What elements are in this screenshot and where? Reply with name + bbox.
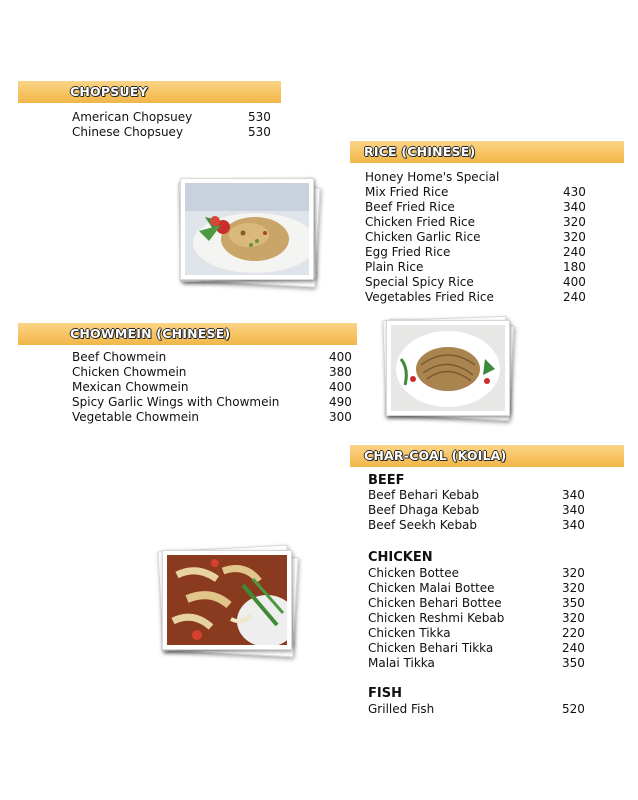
menu-item (72, 395, 362, 410)
menu-item (368, 641, 593, 656)
section-title: CHAR-COAL (KOILA) (364, 448, 507, 463)
menu-item-price: 320 (563, 215, 586, 229)
menu-item (72, 365, 362, 380)
menu-item-price: 350 (562, 656, 585, 670)
menu-item-price: 520 (562, 702, 585, 716)
menu-item-name: Vegetable Chowmein (72, 410, 200, 424)
menu-item (365, 245, 595, 260)
menu-item-price: 340 (562, 488, 585, 502)
menu-list-chopsuey (72, 110, 282, 140)
menu-list-rice (365, 170, 595, 305)
subheading-fish: FISH (368, 686, 402, 701)
subheading-chicken: CHICKEN (368, 550, 433, 565)
section-title: CHOPSUEY (70, 84, 148, 99)
menu-item-price: 320 (562, 581, 585, 595)
menu-item-price: 340 (562, 518, 585, 532)
menu-list-beef (368, 488, 593, 533)
menu-list-chicken (368, 566, 593, 671)
menu-item (368, 488, 593, 503)
menu-list-chowmein (72, 350, 362, 425)
menu-item (365, 230, 595, 245)
menu-item (368, 611, 593, 626)
menu-item-name: Beef Behari Kebab (368, 488, 479, 502)
menu-item-name: Mix Fried Rice (365, 185, 449, 199)
chicken-stir-fry-image (167, 555, 287, 645)
section-title: RICE (CHINESE) (364, 144, 476, 159)
menu-item-price: 530 (248, 110, 271, 124)
menu-item-price: 240 (563, 290, 586, 304)
menu-item-name: Chicken Reshmi Kebab (368, 611, 505, 625)
chicken-stir-fry-photo (158, 546, 298, 656)
menu-item-name: American Chopsuey (72, 110, 193, 124)
menu-item-price: 240 (562, 641, 585, 655)
menu-item-name: Chinese Chopsuey (72, 125, 184, 139)
section-band-chopsuey (18, 81, 281, 103)
menu-item-price: 400 (563, 275, 586, 289)
menu-item (368, 702, 593, 717)
menu-item (368, 566, 593, 581)
menu-item-price: 340 (562, 503, 585, 517)
menu-item-name: Chicken Garlic Rice (365, 230, 481, 244)
menu-item-price: 180 (563, 260, 586, 274)
menu-item-name: Grilled Fish (368, 702, 435, 716)
menu-item-name: Mexican Chowmein (72, 380, 189, 394)
menu-item (72, 110, 282, 125)
menu-item-name: Chicken Behari Tikka (368, 641, 494, 655)
menu-item (72, 125, 282, 140)
menu-item-name: Honey Home's Special (365, 170, 500, 184)
section-band-chowmein (18, 323, 357, 345)
menu-item-price: 320 (563, 230, 586, 244)
menu-item (368, 626, 593, 641)
menu-item-price: 530 (248, 125, 271, 139)
menu-item-price: 380 (329, 365, 352, 379)
menu-item (365, 260, 595, 275)
menu-item-name: Chicken Tikka (368, 626, 451, 640)
menu-item-price: 350 (562, 596, 585, 610)
menu-item-name: Chicken Behari Bottee (368, 596, 502, 610)
menu-item-price: 430 (563, 185, 586, 199)
menu-item-price: 400 (329, 350, 352, 364)
menu-item (365, 290, 595, 305)
fried-rice-photo (176, 176, 320, 288)
menu-item-name: Beef Dhaga Kebab (368, 503, 480, 517)
menu-item (365, 215, 595, 230)
menu-item (365, 185, 595, 200)
menu-item-price: 400 (329, 380, 352, 394)
menu-item-name: Beef Fried Rice (365, 200, 455, 214)
menu-item (72, 350, 362, 365)
section-title: CHOWMEIN (CHINESE) (70, 326, 231, 341)
menu-item (72, 380, 362, 395)
menu-item-name: Special Spicy Rice (365, 275, 474, 289)
menu-item-name: Vegetables Fried Rice (365, 290, 494, 304)
menu-item-name: Chicken Fried Rice (365, 215, 476, 229)
fried-rice-image (185, 183, 309, 275)
menu-item-name: Chicken Bottee (368, 566, 459, 580)
menu-item (365, 170, 595, 185)
menu-item-price: 490 (329, 395, 352, 409)
menu-item (365, 200, 595, 215)
menu-item-name: Spicy Garlic Wings with Chowmein (72, 395, 280, 409)
menu-item-price: 300 (329, 410, 352, 424)
menu-item (72, 410, 362, 425)
menu-item-price: 320 (562, 611, 585, 625)
menu-item-name: Egg Fried Rice (365, 245, 451, 259)
subheading-beef: BEEF (368, 473, 405, 488)
menu-item-price: 320 (562, 566, 585, 580)
menu-list-fish (368, 702, 593, 717)
section-band-charcoal (350, 445, 624, 467)
menu-item (368, 581, 593, 596)
menu-item-price: 220 (562, 626, 585, 640)
menu-item (368, 518, 593, 533)
menu-item (368, 656, 593, 671)
menu-item-name: Plain Rice (365, 260, 424, 274)
menu-item-name: Beef Seekh Kebab (368, 518, 478, 532)
menu-item (368, 596, 593, 611)
section-band-rice (350, 141, 624, 163)
menu-item (368, 503, 593, 518)
menu-item-price: 240 (563, 245, 586, 259)
menu-item-name: Malai Tikka (368, 656, 435, 670)
menu-item-name: Chicken Malai Bottee (368, 581, 495, 595)
menu-item (365, 275, 595, 290)
menu-item-name: Chicken Chowmein (72, 365, 187, 379)
menu-item-price: 340 (563, 200, 586, 214)
menu-item-name: Beef Chowmein (72, 350, 167, 364)
chowmein-photo (382, 316, 514, 420)
chowmein-image (391, 325, 505, 411)
